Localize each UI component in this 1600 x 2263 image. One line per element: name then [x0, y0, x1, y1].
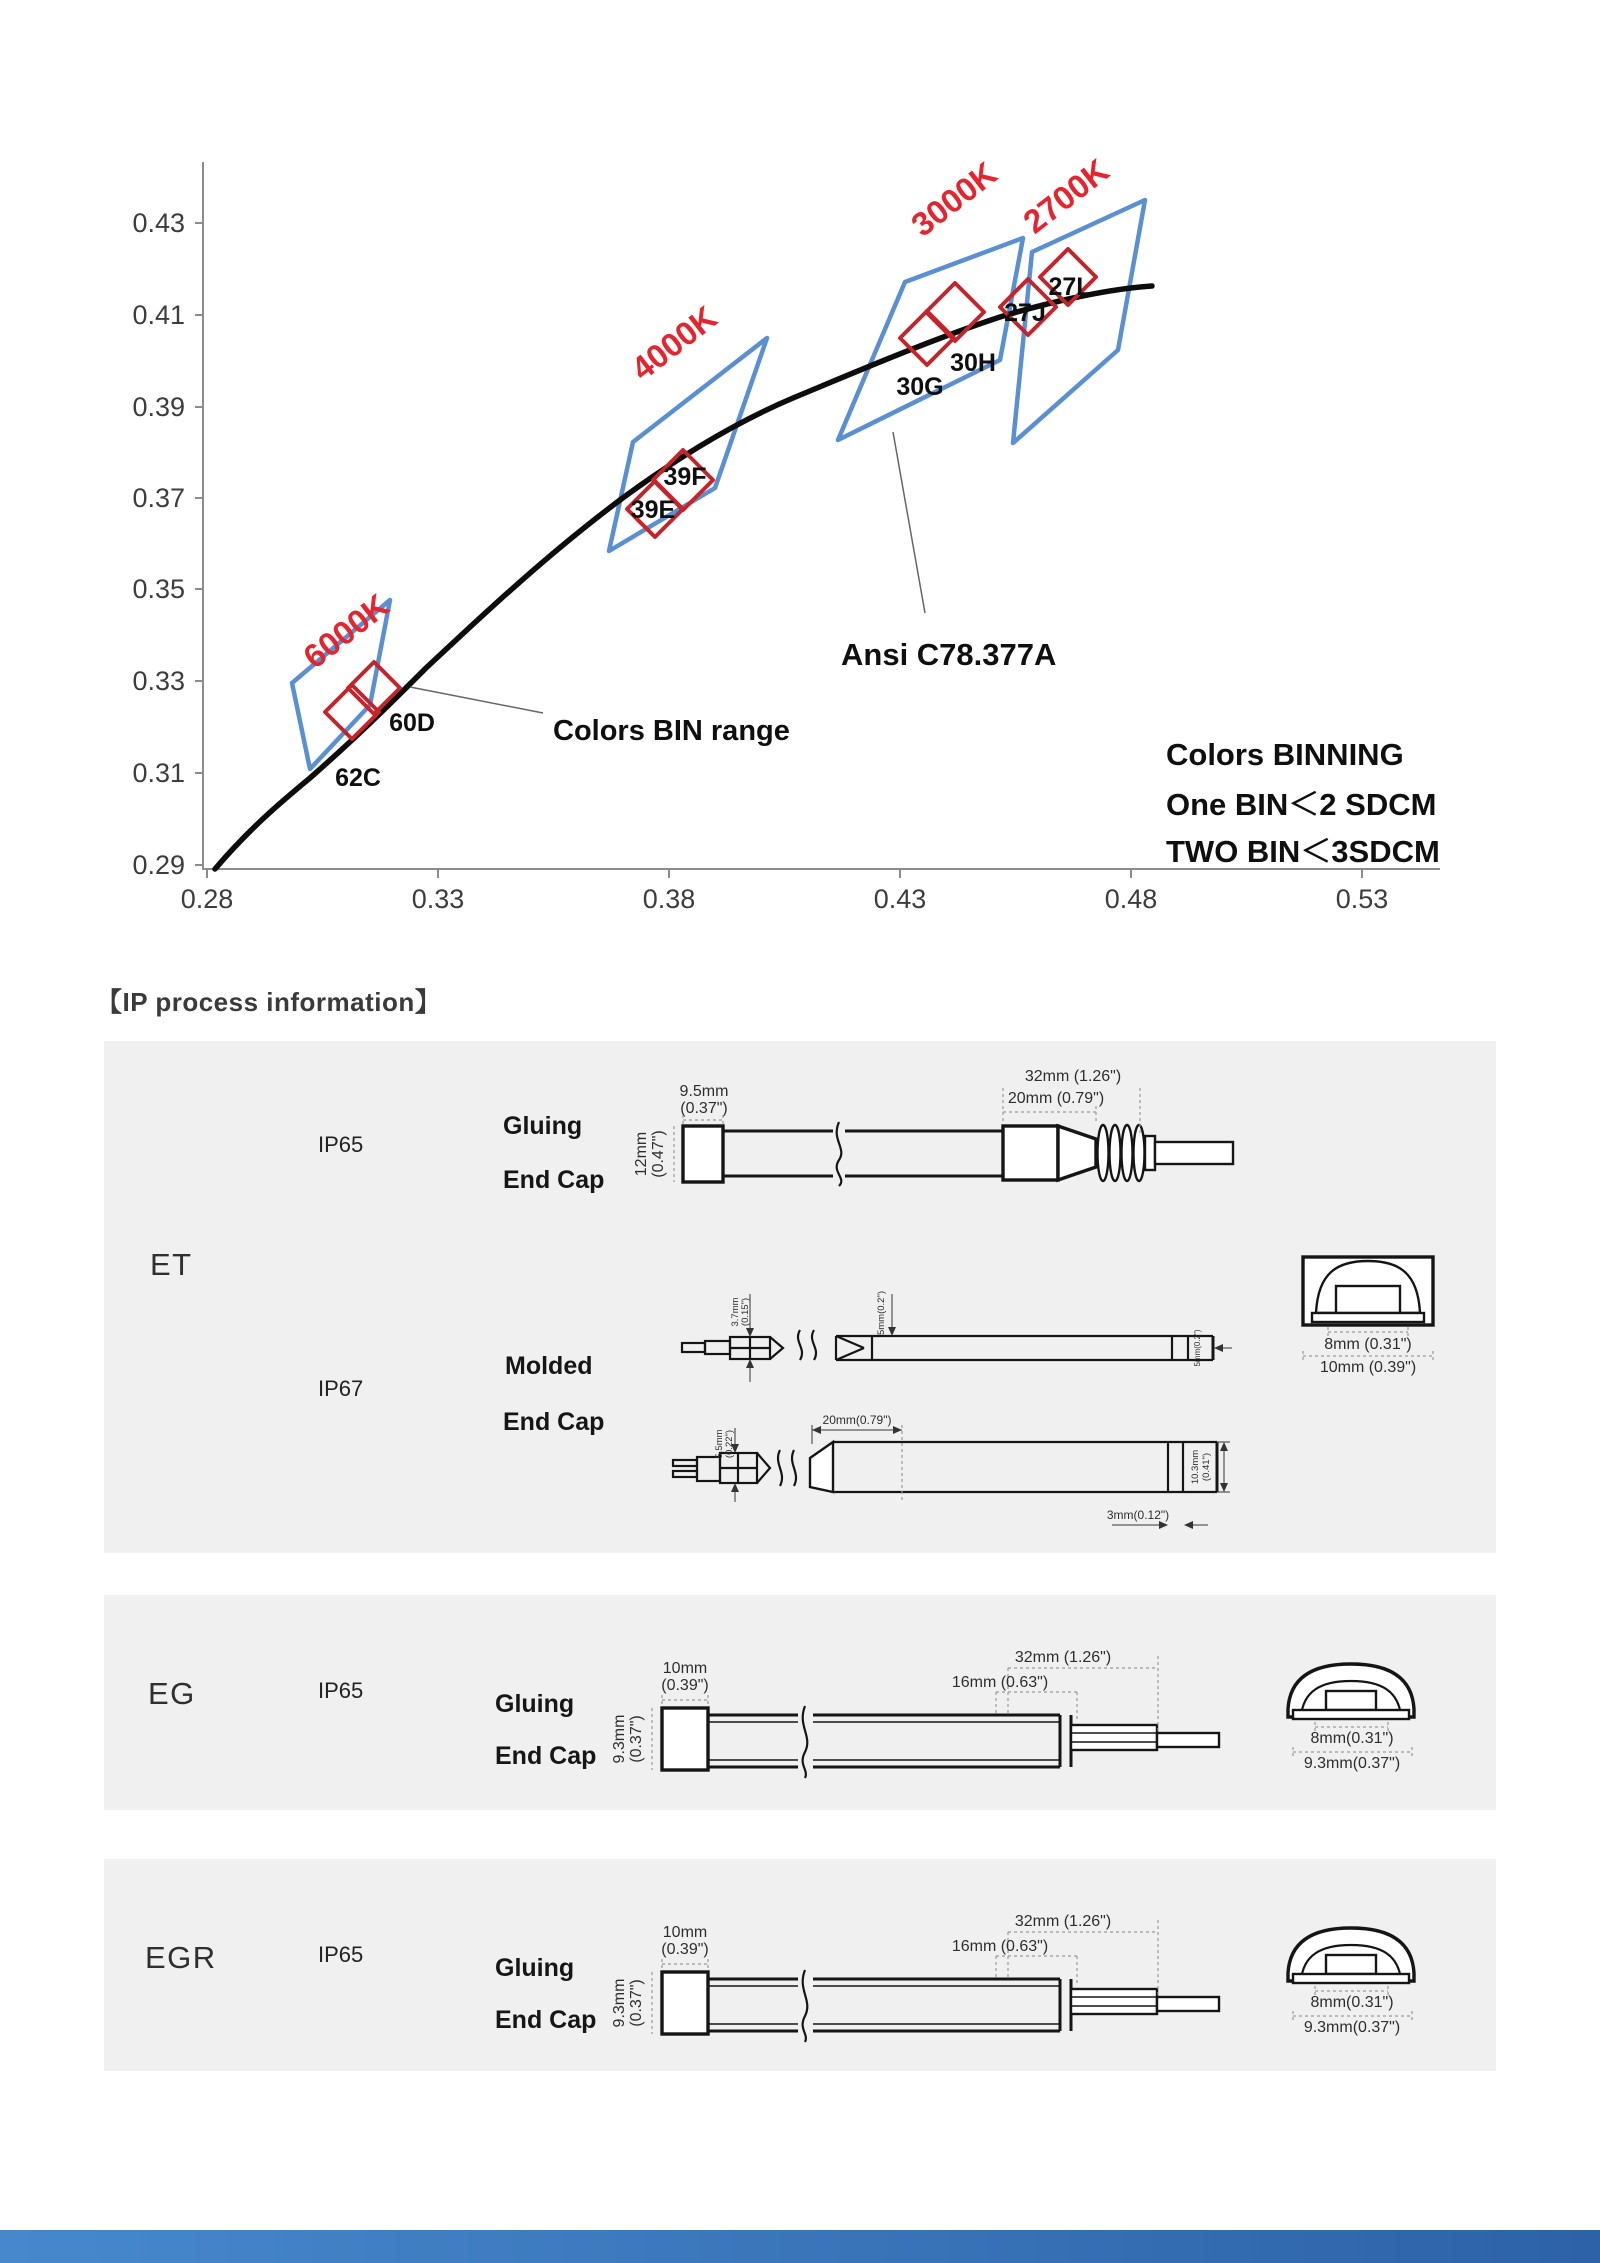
rating-label-et-ip67: IP67 [318, 1376, 364, 1401]
dim-cross-8mm: 8mm(0.31") [1310, 1994, 1394, 2011]
y-tick-label: 0.33 [132, 666, 185, 696]
dim-cap-height: 9.3mm [611, 1714, 628, 1764]
dim-length-outer: 32mm (1.26") [1024, 1068, 1122, 1085]
et-ip65-drawing [633, 1068, 1233, 1186]
dim-length-outer: 32mm (1.26") [1014, 1649, 1112, 1666]
x-tick-label: 0.33 [411, 884, 465, 914]
rating-label-eg-ip65: IP65 [318, 1678, 364, 1703]
x-tick-label: 0.28 [180, 884, 234, 914]
model-label-et: ET [150, 1247, 193, 1282]
y-tick-label: 0.31 [132, 758, 185, 788]
bin-label-60d: 60D [389, 709, 435, 737]
y-tick-label: 0.35 [132, 574, 185, 604]
led-chip [1326, 1691, 1376, 1710]
dim-cross-9mm: 9.3mm(0.37") [1303, 2019, 1401, 2036]
led-chip [1336, 1286, 1400, 1313]
dim-end-5mm: 5mm(0.2") [1193, 1329, 1202, 1367]
bin-label-30g: 30G [896, 373, 944, 401]
y-tick-label: 0.29 [132, 850, 185, 880]
dim-wire-height: 3.7mm [730, 1297, 741, 1327]
dim-end-height-in: (0.41") [1201, 1452, 1212, 1482]
connector-body [1003, 1126, 1058, 1180]
cct-label-3000k: 3000K [904, 154, 1004, 244]
eg-dimensions [611, 1649, 1400, 1772]
dim-side-height: 5.5mm [714, 1429, 725, 1459]
model-label-egr: EGR [145, 1940, 217, 1975]
rating-label-egr-ip65: IP65 [318, 1942, 364, 1967]
binning-rule-2: TWO BIN＜3SDCM [1166, 834, 1440, 869]
chromaticity-chart [0, 0, 1600, 940]
dim-cap-width: 10mm [662, 1660, 708, 1677]
molded-cap [810, 1442, 833, 1492]
dim-wire-height-in: (0.15") [740, 1297, 751, 1327]
break-symbol [803, 1706, 808, 1778]
et-ip67-top-view [682, 1291, 1232, 1382]
dim-cap-20mm: 20mm(0.79") [822, 1413, 892, 1427]
dim-side-height-in: (0.22") [724, 1429, 735, 1459]
process-label-molded: Molded [505, 1352, 593, 1380]
cct-label-2700k: 2700K [1016, 151, 1116, 241]
break-symbol [798, 1330, 816, 1360]
dim-cap-width-in: (0.39") [661, 1941, 709, 1958]
bin-label-27l: 27L [1048, 273, 1092, 301]
x-tick-label: 0.38 [642, 884, 696, 914]
x-tick-label: 0.53 [1335, 884, 1389, 914]
process-label-endcap: End Cap [503, 1408, 605, 1436]
dim-cross-10mm: 10mm (0.39") [1319, 1359, 1417, 1376]
x-axis-ticks [207, 869, 1362, 878]
y-tick-label: 0.39 [132, 392, 185, 422]
break-symbol [778, 1450, 796, 1486]
y-tick-label: 0.37 [132, 483, 185, 513]
footer-accent-bar [0, 2230, 1600, 2263]
base-plate [1312, 1313, 1424, 1322]
dim-cap-height-in: (0.37") [628, 1715, 645, 1763]
end-cap [662, 1708, 708, 1770]
process-label-endcap: End Cap [495, 1742, 597, 1770]
dim-cap-height-in: (0.47") [650, 1130, 667, 1178]
bin-label-39f: 39F [663, 463, 707, 491]
dim-length-inner: 16mm (0.63") [951, 1674, 1049, 1691]
dim-cross-8mm: 8mm(0.31") [1310, 1730, 1394, 1747]
model-label-eg: EG [148, 1676, 196, 1711]
y-tick-label: 0.43 [132, 208, 185, 238]
binning-title: Colors BINNING [1166, 737, 1404, 772]
bin-label-62c: 62C [335, 764, 381, 792]
egr-dimensions [611, 1913, 1400, 2036]
dim-cap-width-in: (0.37") [680, 1100, 728, 1117]
binning-rule-1: One BIN＜2 SDCM [1166, 787, 1437, 822]
process-label-endcap: End Cap [503, 1166, 605, 1194]
dim-cross-9mm: 9.3mm(0.37") [1303, 1755, 1401, 1772]
ip-section-heading: 【IP process information】 [96, 987, 442, 1017]
dim-cap-width-in: (0.39") [661, 1677, 709, 1694]
bin-label-39e: 39E [630, 496, 676, 524]
dim-cap-height: 9.3mm [611, 1978, 628, 2028]
end-cap [683, 1126, 723, 1182]
process-label-gluing: Gluing [495, 1690, 575, 1718]
et-ip67-side-view [673, 1413, 1230, 1529]
annotation-bin-range: Colors BIN range [553, 715, 790, 747]
break-symbol [837, 1122, 842, 1186]
bin-label-30h: 30H [950, 349, 996, 377]
connector-cable [1157, 1733, 1219, 1747]
y-tick-label: 0.41 [132, 300, 185, 330]
dim-end-height: 10.3mm [1190, 1449, 1201, 1485]
bin-label-27j: 27J [1004, 299, 1046, 327]
rating-label-et-ip65: IP65 [318, 1132, 364, 1157]
process-label-endcap: End Cap [495, 2006, 597, 2034]
dim-cap-height: 12mm [633, 1131, 650, 1177]
dim-cap-width: 10mm [662, 1924, 708, 1941]
connector-cable [1155, 1142, 1233, 1164]
x-tick-label: 0.48 [1104, 884, 1158, 914]
dim-length-inner: 20mm (0.79") [1007, 1090, 1105, 1107]
connector-taper [1058, 1126, 1096, 1180]
leader-line-ansi [893, 432, 925, 613]
process-label-gluing: Gluing [495, 1954, 575, 1982]
dim-length-outer: 32mm (1.26") [1014, 1913, 1112, 1930]
cct-label-6000k: 6000K [296, 586, 396, 676]
dim-gap-3mm: 3mm(0.12") [1106, 1508, 1170, 1522]
dim-strip-5mm: 5mm(0.2") [876, 1290, 887, 1336]
dim-cross-8mm: 8mm (0.31") [1324, 1336, 1412, 1353]
process-label-gluing: Gluing [503, 1112, 583, 1140]
dim-length-inner: 16mm (0.63") [951, 1938, 1049, 1955]
ribbon-connector [1071, 1725, 1157, 1750]
et-cross-section [1303, 1257, 1433, 1376]
y-axis-ticks [195, 223, 203, 865]
x-tick-label: 0.43 [873, 884, 927, 914]
base-plate [1293, 1710, 1409, 1719]
dim-cap-height-in: (0.37") [628, 1979, 645, 2027]
cct-label-4000k: 4000K [624, 298, 724, 388]
dim-cap-width: 9.5mm [679, 1083, 729, 1100]
annotation-ansi: Ansi C78.377A [841, 637, 1057, 672]
ip-technical-drawings [0, 1020, 1600, 2140]
